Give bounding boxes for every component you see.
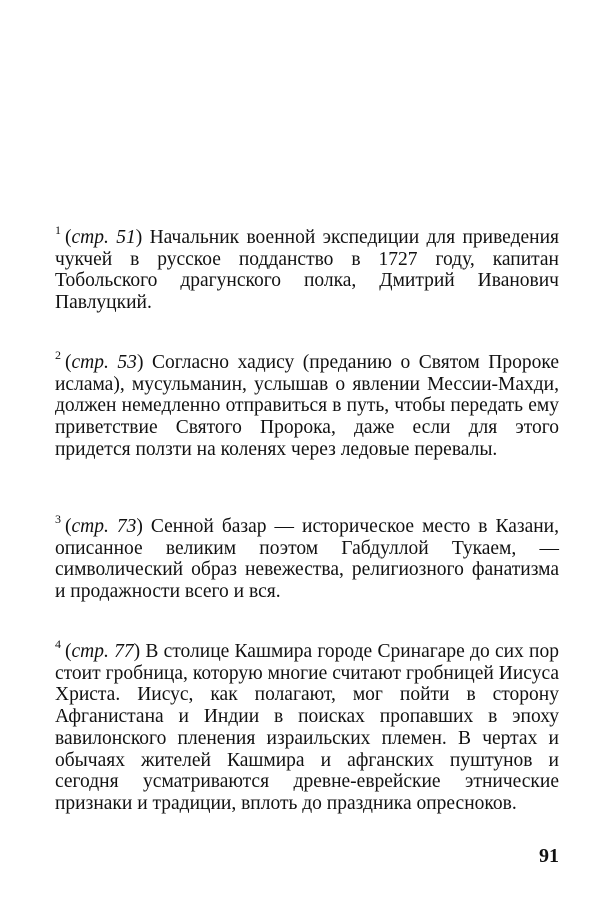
footnote-marker: 4 — [55, 636, 61, 651]
footnote-text: Начальник военной экспедиции для приведения чукчей в русское подданство в 1727 году, капитан Тобольского драгунского полка, Дмитрий Иванович Павлуцкий. — [55, 227, 559, 314]
footnote-text: В столице Кашмира городе Сринагаре до сих пор стоит гробница, которую многие считают гробницей Иисуса Христа. Иисус, как полагают, мог пойти в сторону Афганистана и Индии в поисках пропавших в эпоху вавилонского пленения израильских племен. В чертах и обычаях жителей Кашмира и афганских пуштунов и сегодня усматриваются древне-еврейские этнические признаки и традиции, вплоть до праздника опресноков. — [55, 641, 559, 814]
footnote-text: Сенной базар — историческое место в Казани, описанное великим поэтом Габдуллой Тукаем, — символический образ невежества, религиозного фанатизма и продажности всего и вся. — [55, 516, 559, 603]
footnote-page-ref: стр. 77 — [71, 641, 134, 662]
footnote-marker: 1 — [55, 222, 61, 237]
footnote-1: $^1$ (стр. 51) Начальник военной экспедиции для приведения чукчей в русское подданство в 1727 году, капитан Тобольского драгунского полка, Дмитрий Иванович Павлуцкий. — [55, 222, 559, 314]
footnote-marker: 3 — [55, 511, 61, 526]
page-number: 91 — [539, 845, 559, 867]
footnote-page-ref: стр. 73 — [71, 516, 137, 537]
footnote-page-ref: стр. 53 — [71, 352, 137, 373]
footnote-2: $^2$ (стр. 53) Согласно хадису (преданию о Святом Пророке ислама), мусульманин, услышав о явлении Мессии-Махди, должен немедленно отправиться в путь, чтобы передать ему приветствие Святого Пророка, даже если для этого придется ползти на коленях через ледовые перевалы. — [55, 347, 559, 460]
footnote-page-ref: стр. 51 — [71, 227, 136, 248]
footnote-text: Согласно хадису (преданию о Святом Пророке ислама), мусульманин, услышав о явлении Мессии-Махди, должен немедленно отправиться в путь, чтобы передать ему приветствие Святого Пророка, даже если для этого придется ползти на коленях через ледовые перевалы. — [55, 352, 559, 460]
footnote-3: $^3$ (стр. 73) Сенной базар — историческое место в Казани, описанное великим поэтом Габдуллой Тукаем, — символический образ невежества, религиозного фанатизма и продажности всего и вся. — [55, 511, 559, 603]
footnote-marker: 2 — [55, 347, 61, 362]
footnote-4: $^4$ (стр. 77) В столице Кашмира городе Сринагаре до сих пор стоит гробница, которую многие считают гробницей Иисуса Христа. Иисус, как полагают, мог пойти в сторону Афганистана и Индии в поисках пропавших в эпоху вавилонского пленения израильских племен. В чертах и обычаях жителей Кашмира и афганских пуштунов и сегодня усматриваются древне-еврейские этнические признаки и традиции, вплоть до праздника опресноков. — [55, 636, 559, 814]
